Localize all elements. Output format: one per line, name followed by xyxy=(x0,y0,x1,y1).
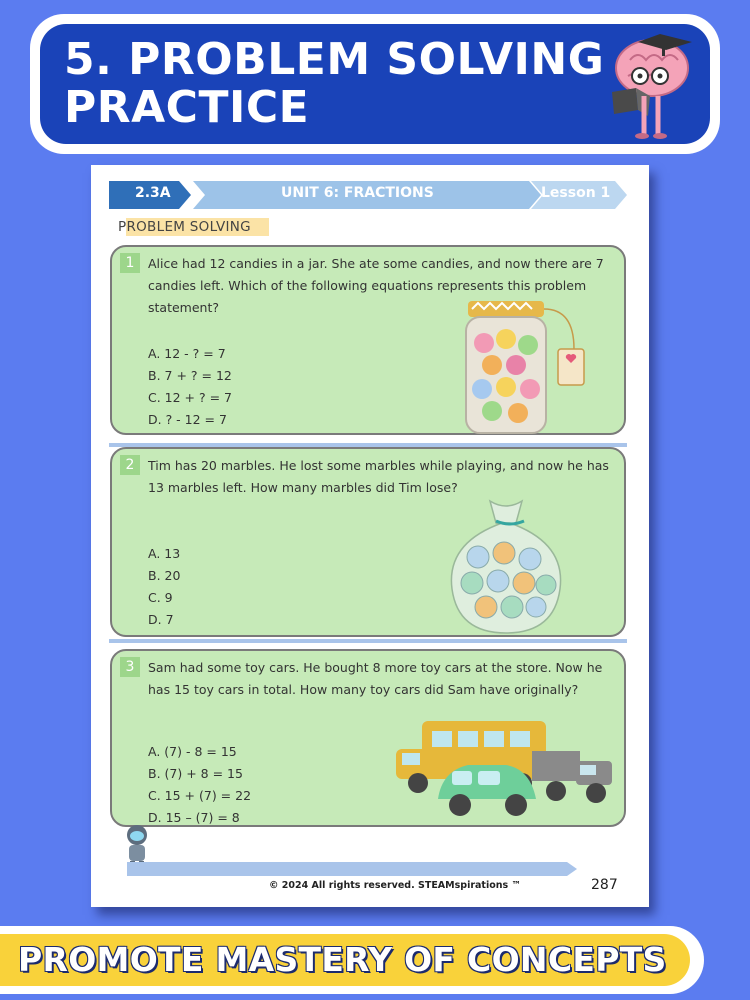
marble-bag-icon xyxy=(442,495,572,635)
lesson-code: 2.3A xyxy=(135,185,171,201)
question-3 xyxy=(110,649,626,827)
question-divider xyxy=(109,639,627,643)
header-banner-inner xyxy=(40,24,710,144)
option-b[interactable]: B. 7 + ? = 12 xyxy=(148,368,232,383)
option-a[interactable]: A. 12 - ? = 7 xyxy=(148,346,226,361)
option-a[interactable]: A. (7) - 8 = 15 xyxy=(148,744,237,759)
option-d[interactable]: D. 7 xyxy=(148,612,174,627)
header-banner xyxy=(30,14,720,154)
toy-vehicles-icon xyxy=(392,719,616,825)
section-title xyxy=(118,219,269,235)
lesson-header-bar xyxy=(109,181,629,209)
option-a[interactable]: A. 13 xyxy=(148,546,181,561)
question-number: 1 xyxy=(120,253,140,273)
option-d[interactable]: D. ? - 12 = 7 xyxy=(148,412,227,427)
option-b[interactable]: B. (7) + 8 = 15 xyxy=(148,766,243,781)
options-list xyxy=(148,543,180,631)
option-c[interactable]: C. 12 + ? = 7 xyxy=(148,390,233,405)
question-2 xyxy=(110,447,626,637)
option-c[interactable]: C. 15 + (7) = 22 xyxy=(148,788,252,803)
option-b[interactable]: B. 20 xyxy=(148,568,181,583)
question-number: 3 xyxy=(120,657,140,677)
bottom-banner xyxy=(0,926,704,994)
page-number: 287 xyxy=(591,877,618,893)
options-list xyxy=(148,741,251,829)
copyright-text: © 2024 All rights reserved. STEAMspirations ™ xyxy=(269,880,521,891)
banner-title xyxy=(64,36,604,132)
section-title-rest: ROBLEM SOLVING xyxy=(126,218,268,236)
brain-reading-icon xyxy=(600,30,700,140)
options-list xyxy=(148,343,232,431)
option-c[interactable]: C. 9 xyxy=(148,590,173,605)
question-1 xyxy=(110,245,626,435)
question-text: Tim has 20 marbles. He lost some marbles while playing, and now he has 13 marbles left. How many marbles did Tim lose? xyxy=(148,458,609,495)
option-d[interactable]: D. 15 – (7) = 8 xyxy=(148,810,240,825)
candy-jar-icon xyxy=(462,295,592,435)
question-text: Sam had some toy cars. He bought 8 more toy cars at the store. Now he has 15 toy cars in total. How many toy cars did Sam have originally? xyxy=(148,660,603,697)
question-number: 2 xyxy=(120,455,140,475)
banner-title-line1: 5. PROBLEM SOLVING xyxy=(64,34,605,85)
banner-title-line2: PRACTICE xyxy=(64,82,310,133)
lesson-label: Lesson 1 xyxy=(541,185,611,201)
bottom-banner-text: PROMOTE MASTERY OF CONCEPTS xyxy=(18,940,667,979)
unit-title: UNIT 6: FRACTIONS xyxy=(281,185,434,201)
bottom-banner-inner xyxy=(0,934,690,986)
question-text: Alice had 12 candies in a jar. She ate some candies, and now there are 7 candies left. Which of the following equations represents this problem statement? xyxy=(148,256,604,315)
section-title-first: P xyxy=(118,219,127,235)
footer-bar xyxy=(127,862,577,876)
worksheet-page xyxy=(91,165,649,907)
